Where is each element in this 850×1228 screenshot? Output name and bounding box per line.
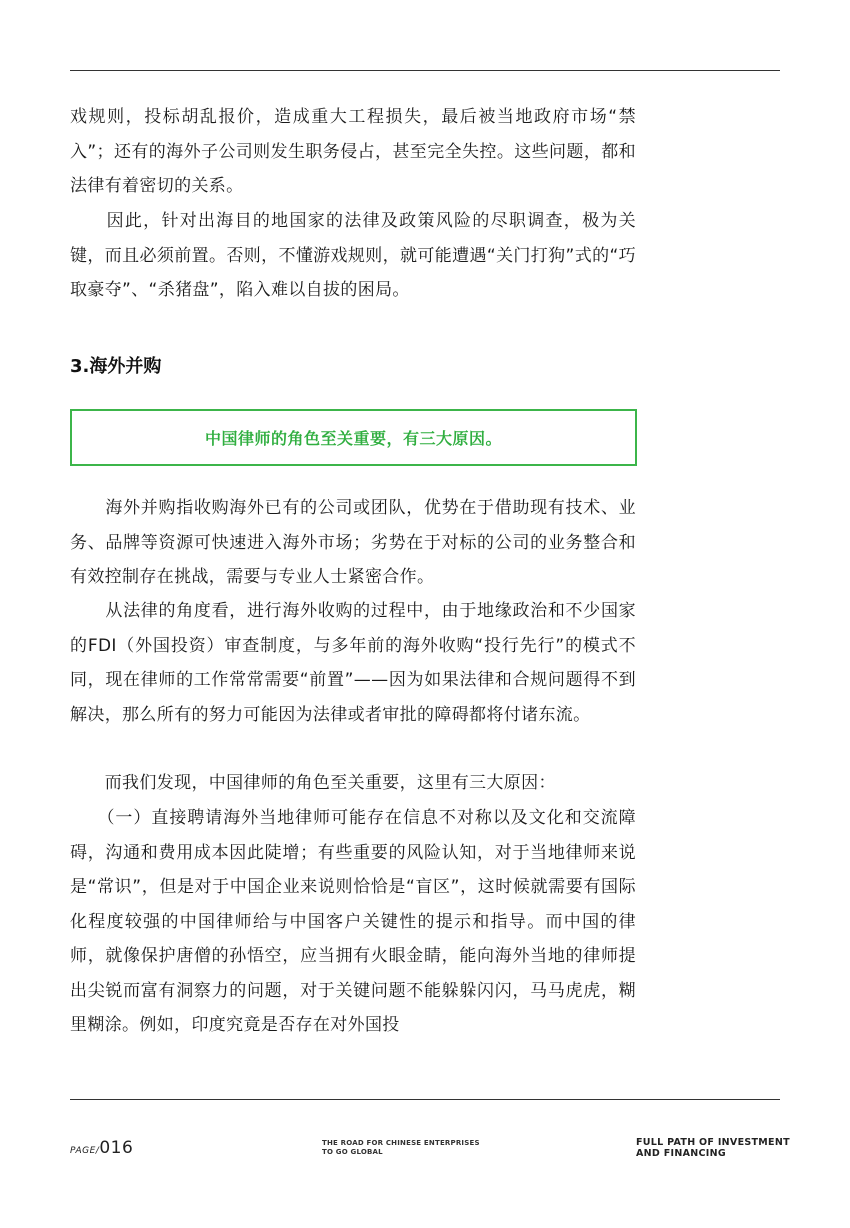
body-paragraph-4: 从法律的角度看，进行海外收购的过程中，由于地缘政治和不少国家的FDI（外国投资）审查制度，与多年前的海外收购“投行先行”的模式不同，现在律师的工作常常需要“前置”——因为如果法律和合规问题得不到解决，那么所有的努力可能因为法律或者审批的障碍都将付诸东流。 <box>70 601 636 725</box>
footer-mid-line-2: TO GO GLOBAL <box>322 1148 383 1156</box>
page-number <box>70 1138 133 1158</box>
body-paragraph-6: （一）直接聘请海外当地律师可能存在信息不对称以及文化和交流障碍，沟通和费用成本因此陡增；有些重要的风险认知，对于当地律师来说是“常识”，但是对于中国企业来说则恰恰是“盲区”，这时候就需要有国际化程度较强的中国律师给与中国客户关键性的提示和指导。而中国的律师，就像保护唐僧的孙悟空，应当拥有火眼金睛，能向海外当地的律师提出尖锐而富有洞察力的问题，对于关键问题不能躲躲闪闪，马马虎虎，糊里糊涂。例如，印度究竟是否存在对外国投 <box>70 808 636 1035</box>
section-heading: 3.海外并购 <box>70 356 162 377</box>
footer-right-line-1: FULL PATH OF INVESTMENT <box>636 1137 790 1148</box>
footer-section-title <box>636 1137 790 1159</box>
bottom-divider <box>70 1099 780 1100</box>
footer-right-line-2: AND FINANCING <box>636 1148 726 1159</box>
callout-box <box>70 409 637 466</box>
body-paragraph-5: 而我们发现，中国律师的角色至关重要，这里有三大原因： <box>70 773 556 793</box>
footer-publication-title <box>322 1139 480 1157</box>
body-paragraph-1: 戏规则，投标胡乱报价，造成重大工程损失，最后被当地政府市场“禁入”；还有的海外子公司则发生职务侵占，甚至完全失控。这些问题，都和法律有着密切的关系。 <box>70 107 636 196</box>
page-label: PAGE/ <box>70 1146 100 1156</box>
body-paragraph-2: 因此，针对出海目的地国家的法律及政策风险的尽职调查，极为关键，而且必须前置。否则，不懂游戏规则，就可能遭遇“关门打狗”式的“巧取豪夺”、“杀猪盘”，陷入难以自拔的困局。 <box>70 211 636 300</box>
body-paragraph-3: 海外并购指收购海外已有的公司或团队，优势在于借助现有技术、业务、品牌等资源可快速进入海外市场；劣势在于对标的公司的业务整合和有效控制存在挑战，需要与专业人士紧密合作。 <box>70 498 636 587</box>
footer-mid-line-1: THE ROAD FOR CHINESE ENTERPRISES <box>322 1139 480 1147</box>
page-number-value: 016 <box>99 1138 134 1158</box>
callout-text: 中国律师的角色至关重要，有三大原因。 <box>204 429 502 448</box>
top-divider <box>70 70 780 71</box>
